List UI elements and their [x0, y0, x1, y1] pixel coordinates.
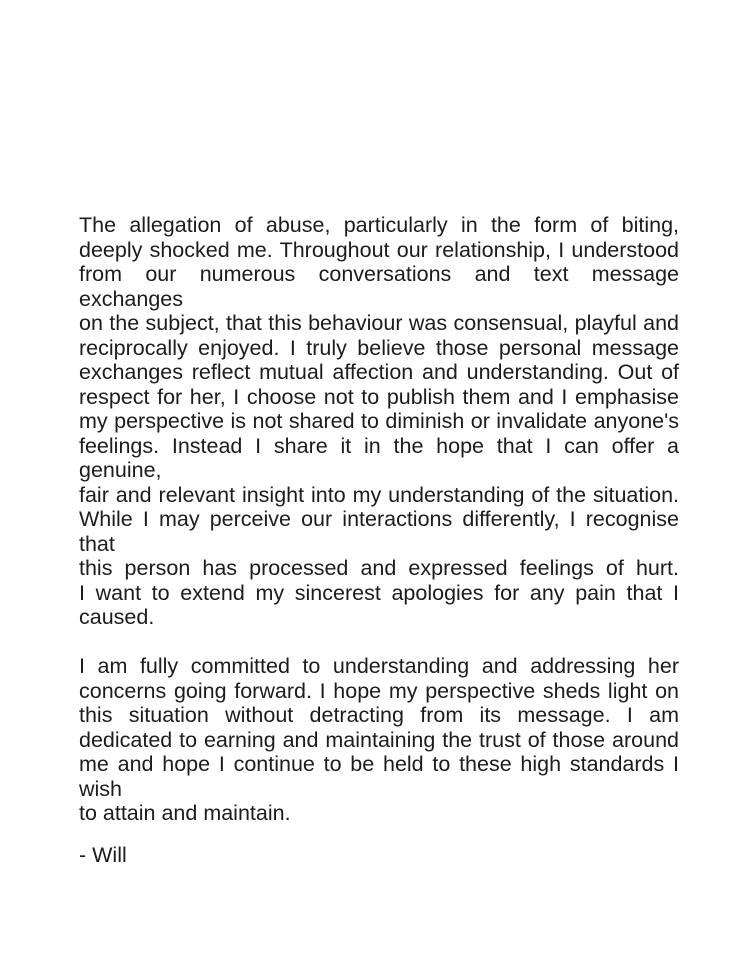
statement-line: deeply shocked me. Throughout our relationship, I understood [79, 237, 679, 262]
statement-line: reciprocally enjoyed. I truly believe those personal message [79, 335, 679, 360]
statement-line: The allegation of abuse, particularly in the form of biting, [79, 213, 679, 237]
statement-line: exchanges reflect mutual affection and understanding. Out of [79, 360, 679, 384]
statement-line: I am fully committed to understanding and addressing her [79, 654, 679, 678]
statement-line: While I may perceive our interactions differently, I recognise that [79, 507, 679, 556]
statement-line: this person has processed and expressed feelings of hurt. [79, 556, 679, 580]
statement-paragraph-2 [79, 654, 679, 826]
statement-line: me and hope I continue to be held to these high standards I wish [79, 752, 679, 801]
signature: - Will [79, 842, 127, 867]
statement-line: from our numerous conversations and text message exchanges [79, 262, 679, 311]
statement-document [79, 213, 679, 867]
statement-line: to attain and maintain. [79, 801, 291, 825]
statement-line: fair and relevant insight into my understanding of the situation. [79, 482, 679, 507]
statement-line: feelings. Instead I share it in the hope that I can offer a genuine, [79, 433, 679, 482]
statement-paragraph-1 [79, 213, 679, 630]
statement-line: on the subject, that this behaviour was consensual, playful and [79, 311, 679, 335]
statement-line: dedicated to earning and maintaining the trust of those around [79, 727, 679, 752]
statement-line: concerns going forward. I hope my perspective sheds light on [79, 678, 679, 703]
statement-line: my perspective is not shared to diminish or invalidate anyone's [79, 409, 679, 433]
statement-line: this situation without detracting from its message. I am [79, 703, 679, 727]
statement-line: I want to extend my sincerest apologies for any pain that I caused. [79, 580, 679, 629]
statement-line: respect for her, I choose not to publish them and I emphasise [79, 384, 679, 409]
